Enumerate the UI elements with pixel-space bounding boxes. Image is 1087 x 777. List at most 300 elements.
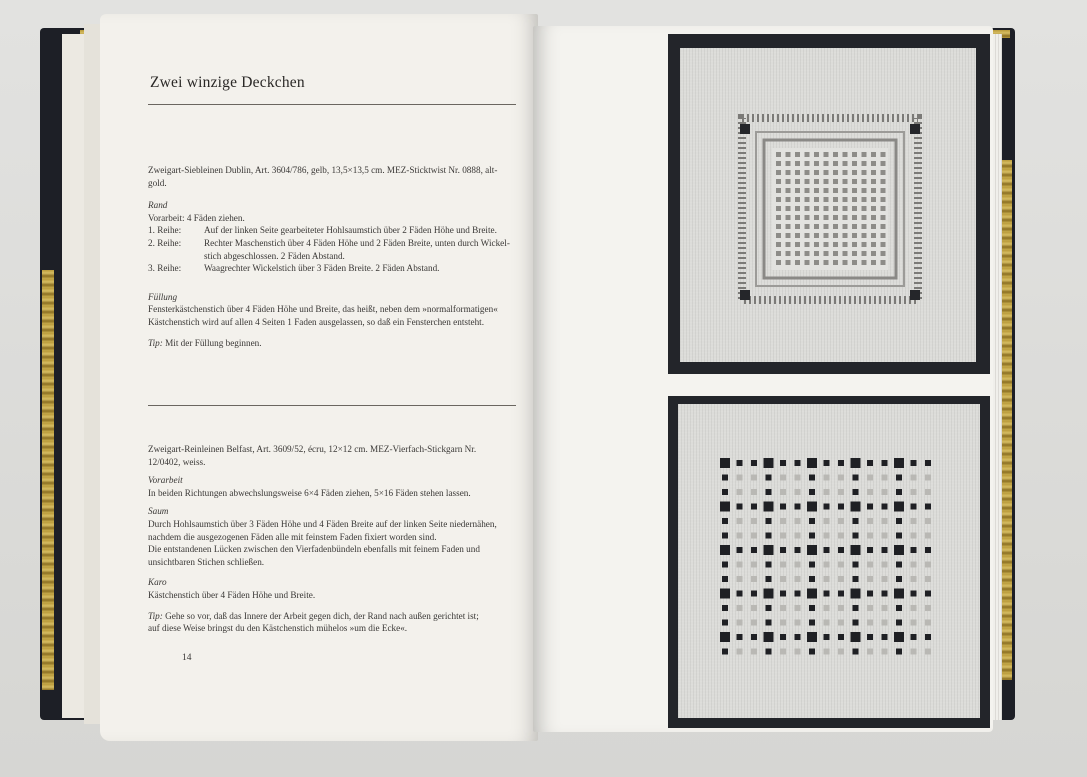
filling-stitch	[786, 215, 791, 220]
grid-stitch	[764, 632, 774, 642]
grid-stitch	[807, 589, 817, 599]
grid-stitch	[838, 576, 844, 582]
grid-stitch	[853, 475, 859, 481]
grid-stitch	[824, 547, 830, 553]
filling-stitch	[776, 224, 781, 229]
filling-stitch	[852, 179, 857, 184]
grid-stitch	[894, 589, 904, 599]
grid-stitch	[882, 504, 888, 510]
grid-stitch	[795, 591, 801, 597]
tip2-label: Tip:	[148, 610, 163, 621]
grid-stitch	[737, 489, 743, 495]
filling-stitch	[871, 179, 876, 184]
filling-stitch	[881, 179, 886, 184]
grid-stitch	[807, 458, 817, 468]
filling-stitch	[871, 197, 876, 202]
saum-line4: unsichtbaren Stichen schließen.	[148, 556, 265, 567]
filling-stitch	[805, 179, 810, 184]
grid-stitch	[780, 620, 786, 626]
grid-stitch	[867, 533, 873, 539]
grid-stitch	[925, 475, 931, 481]
grid-stitch	[882, 605, 888, 611]
grid-stitch	[894, 545, 904, 555]
heading-rule	[148, 104, 516, 105]
grid-stitch	[737, 634, 743, 640]
filling-stitch	[843, 260, 848, 265]
filling-stitch	[833, 161, 838, 166]
tip2-line2: auf diese Weise bringst du den Kästchenstich mühelos »um die Ecke«.	[148, 623, 408, 634]
grid-stitch	[882, 547, 888, 553]
grid-stitch	[795, 634, 801, 640]
filling-stitch	[881, 251, 886, 256]
filling-stitch	[805, 242, 810, 247]
filling-stitch	[843, 188, 848, 193]
grid-stitch	[737, 504, 743, 510]
filling-stitch	[881, 197, 886, 202]
grid-stitch	[824, 620, 830, 626]
filling-stitch	[871, 170, 876, 175]
filling-stitch	[786, 179, 791, 184]
grid-stitch	[795, 489, 801, 495]
vorarbeit-text: In beiden Richtungen abwechslungsweise 6×4 Fäden ziehen, 5×16 Fäden stehen lassen.	[148, 487, 471, 498]
grid-stitch	[824, 504, 830, 510]
filling-stitch	[776, 188, 781, 193]
filling-stitch	[881, 188, 886, 193]
filling-stitch	[833, 233, 838, 238]
grid-stitch	[780, 533, 786, 539]
grid-stitch	[737, 460, 743, 466]
saum-line3: Die entstandenen Lücken zwischen den Vierfadenbündeln ebenfalls mit feinem Faden und	[148, 544, 480, 555]
grid-stitch	[766, 518, 772, 524]
filling-stitch	[871, 242, 876, 247]
grid-stitch	[780, 475, 786, 481]
grid-stitch	[764, 458, 774, 468]
grid-stitch	[853, 533, 859, 539]
grid-stitch	[882, 576, 888, 582]
filling-stitch	[786, 170, 791, 175]
filling-stitch	[814, 197, 819, 202]
grid-stitch	[751, 605, 757, 611]
grid-stitch	[751, 460, 757, 466]
filling-stitch	[786, 206, 791, 211]
filling-stitch	[852, 197, 857, 202]
grid-stitch	[867, 562, 873, 568]
grid-stitch	[751, 649, 757, 655]
grid-stitch	[751, 533, 757, 539]
grid-stitch	[882, 489, 888, 495]
grid-stitch	[925, 591, 931, 597]
tip1-label: Tip:	[148, 337, 163, 348]
grid-stitch	[751, 620, 757, 626]
grid-stitch	[867, 591, 873, 597]
reihe1-label: 1. Reihe:	[148, 225, 182, 236]
filling-stitch	[862, 206, 867, 211]
grid-stitch	[720, 632, 730, 642]
filling-stitch	[805, 197, 810, 202]
grid-stitch	[807, 502, 817, 512]
grid-stitch	[722, 475, 728, 481]
filling-stitch	[776, 206, 781, 211]
filling-stitch	[795, 179, 800, 184]
filling-stitch	[795, 161, 800, 166]
filling-stitch	[852, 188, 857, 193]
grid-stitch	[824, 562, 830, 568]
filling-stitch	[824, 242, 829, 247]
filling-stitch	[824, 233, 829, 238]
grid-stitch	[780, 649, 786, 655]
filling-stitch	[805, 251, 810, 256]
grid-stitch	[737, 620, 743, 626]
grid-stitch	[722, 533, 728, 539]
filling-stitch	[852, 251, 857, 256]
filling-stitch	[843, 161, 848, 166]
grid-stitch	[925, 460, 931, 466]
grid-stitch	[720, 545, 730, 555]
section1-material-line2: gold.	[148, 177, 167, 188]
filling-stitch	[824, 197, 829, 202]
grid-stitch	[911, 504, 917, 510]
filling-stitch	[843, 242, 848, 247]
grid-stitch	[780, 460, 786, 466]
grid-stitch	[896, 576, 902, 582]
grid-stitch	[751, 518, 757, 524]
grid-stitch	[795, 605, 801, 611]
filling-stitch	[881, 152, 886, 157]
grid-stitch	[838, 620, 844, 626]
grid-stitch	[911, 576, 917, 582]
grid-stitch	[720, 502, 730, 512]
filling-stitch	[881, 161, 886, 166]
filling-stitch	[776, 179, 781, 184]
grid-stitch	[894, 502, 904, 512]
grid-stitch	[751, 591, 757, 597]
filling-stitch	[862, 152, 867, 157]
grid-stitch	[882, 591, 888, 597]
photo-yellow-doily	[668, 34, 990, 374]
filling-stitch	[881, 224, 886, 229]
grid-stitch	[795, 562, 801, 568]
grid-stitch	[809, 605, 815, 611]
filling-stitch	[795, 242, 800, 247]
grid-stitch	[867, 460, 873, 466]
filling-stitch	[824, 188, 829, 193]
tip1-text: Mit der Füllung beginnen.	[165, 337, 262, 348]
filling-stitch	[795, 251, 800, 256]
photo-ecru-doily	[668, 396, 990, 728]
filling-stitch	[805, 260, 810, 265]
karo-title: Karo	[148, 577, 167, 588]
grid-stitch	[795, 518, 801, 524]
grid-stitch	[882, 533, 888, 539]
filling-stitch	[776, 242, 781, 247]
reihe3-text: Waagrechter Wickelstich über 3 Fäden Breite. 2 Fäden Abstand.	[204, 263, 440, 274]
filling-stitch	[805, 188, 810, 193]
filling-stitch	[786, 260, 791, 265]
grid-stitch	[911, 591, 917, 597]
reihe2-text: Rechter Maschenstich über 4 Fäden Höhe und 2 Fäden Breite, unten durch Wickel-	[204, 237, 510, 248]
grid-stitch	[867, 620, 873, 626]
grid-stitch	[795, 533, 801, 539]
filling-stitch	[871, 233, 876, 238]
grid-stitch	[795, 547, 801, 553]
filling-stitch	[814, 251, 819, 256]
grid-stitch	[853, 605, 859, 611]
filling-stitch	[786, 251, 791, 256]
rand-vorarbeit: Vorarbeit: 4 Fäden ziehen.	[148, 212, 245, 223]
grid-stitch	[925, 634, 931, 640]
grid-stitch	[780, 504, 786, 510]
grid-stitch	[780, 547, 786, 553]
grid-stitch	[807, 632, 817, 642]
grid-stitch	[911, 533, 917, 539]
filling-stitch	[786, 233, 791, 238]
grid-stitch	[737, 562, 743, 568]
grid-stitch	[838, 605, 844, 611]
grid-stitch	[809, 489, 815, 495]
grid-stitch	[838, 634, 844, 640]
filling-stitch	[881, 170, 886, 175]
grid-stitch	[838, 504, 844, 510]
grid-stitch	[824, 649, 830, 655]
grid-stitch	[737, 475, 743, 481]
grid-stitch	[896, 562, 902, 568]
filling-stitch	[776, 161, 781, 166]
filling-stitch	[776, 197, 781, 202]
grid-stitch	[824, 591, 830, 597]
grid-stitch	[896, 605, 902, 611]
grid-stitch	[867, 576, 873, 582]
filling-stitch	[805, 215, 810, 220]
filling-stitch	[881, 215, 886, 220]
grid-stitch	[896, 533, 902, 539]
filling-stitch	[843, 233, 848, 238]
grid-stitch	[851, 632, 861, 642]
grid-stitch	[882, 562, 888, 568]
grid-stitch	[795, 504, 801, 510]
grid-stitch	[780, 591, 786, 597]
grid-stitch	[751, 504, 757, 510]
grid-stitch	[722, 605, 728, 611]
grid-stitch	[853, 620, 859, 626]
grid-stitch	[925, 533, 931, 539]
fuellung-line2: Kästchenstich wird auf allen 4 Seiten 1 Faden ausgelassen, so daß ein Fensterchen entsteht.	[148, 316, 485, 327]
fuellung-title: Füllung	[148, 291, 178, 302]
filling-stitch	[805, 170, 810, 175]
filling-stitch	[862, 233, 867, 238]
grid-stitch	[780, 489, 786, 495]
grid-stitch	[838, 475, 844, 481]
filling-stitch	[833, 170, 838, 175]
grid-stitch	[795, 460, 801, 466]
filling-stitch	[852, 242, 857, 247]
grid-stitch	[720, 589, 730, 599]
drawn-thread-pattern-1	[668, 34, 990, 374]
filling-stitch	[862, 224, 867, 229]
grid-stitch	[766, 489, 772, 495]
grid-stitch	[867, 489, 873, 495]
grid-stitch	[780, 576, 786, 582]
grid-stitch	[737, 518, 743, 524]
filling-stitch	[833, 251, 838, 256]
filling-stitch	[852, 206, 857, 211]
filling-stitch	[824, 152, 829, 157]
grid-stitch	[911, 649, 917, 655]
filling-stitch	[814, 260, 819, 265]
filling-stitch	[786, 161, 791, 166]
filling-stitch	[871, 215, 876, 220]
filling-stitch	[843, 197, 848, 202]
grid-stitch	[766, 605, 772, 611]
filling-stitch	[862, 197, 867, 202]
saum-line1: Durch Hohlsaumstich über 3 Fäden Höhe und 4 Fäden Breite auf der linken Seite niedernähen,	[148, 518, 497, 529]
filling-stitch	[862, 170, 867, 175]
filling-stitch	[786, 224, 791, 229]
grid-stitch	[824, 518, 830, 524]
filling-stitch	[795, 215, 800, 220]
grid-stitch	[722, 562, 728, 568]
grid-stitch	[751, 475, 757, 481]
grid-stitch	[809, 518, 815, 524]
grid-stitch	[807, 545, 817, 555]
filling-stitch	[805, 224, 810, 229]
grid-stitch	[838, 518, 844, 524]
filling-stitch	[824, 251, 829, 256]
grid-stitch	[737, 605, 743, 611]
grid-stitch	[824, 475, 830, 481]
filling-stitch	[871, 161, 876, 166]
grid-stitch	[925, 547, 931, 553]
grid-stitch	[911, 460, 917, 466]
grid-stitch	[809, 475, 815, 481]
grid-stitch	[896, 475, 902, 481]
grid-stitch	[925, 605, 931, 611]
grid-stitch	[911, 634, 917, 640]
grid-stitch	[766, 620, 772, 626]
reihe2-label: 2. Reihe:	[148, 237, 182, 248]
filling-stitch	[833, 242, 838, 247]
grid-stitch	[911, 620, 917, 626]
filling-stitch	[805, 206, 810, 211]
grid-stitch	[851, 545, 861, 555]
grid-stitch	[911, 489, 917, 495]
grid-stitch	[911, 547, 917, 553]
filling-stitch	[786, 197, 791, 202]
grid-stitch	[751, 547, 757, 553]
grid-stitch	[838, 489, 844, 495]
filling-stitch	[824, 161, 829, 166]
grid-stitch	[764, 589, 774, 599]
filling-stitch	[776, 215, 781, 220]
grid-stitch	[882, 460, 888, 466]
filling-stitch	[795, 224, 800, 229]
page-number: 14	[182, 653, 192, 663]
grid-stitch	[824, 605, 830, 611]
grid-stitch	[780, 562, 786, 568]
grid-stitch	[737, 649, 743, 655]
grid-stitch	[911, 518, 917, 524]
grid-stitch	[751, 576, 757, 582]
grid-stitch	[911, 562, 917, 568]
filling-stitch	[862, 260, 867, 265]
filling-stitch	[776, 251, 781, 256]
filling-stitch	[786, 152, 791, 157]
filling-stitch	[814, 215, 819, 220]
grid-stitch	[737, 576, 743, 582]
filling-stitch	[852, 152, 857, 157]
vorarbeit-title: Vorarbeit	[148, 475, 183, 486]
filling-stitch	[871, 206, 876, 211]
grid-stitch	[867, 605, 873, 611]
filling-stitch	[795, 206, 800, 211]
grid-stitch	[838, 547, 844, 553]
filling-stitch	[795, 170, 800, 175]
grid-stitch	[737, 591, 743, 597]
grid-stitch	[766, 475, 772, 481]
filling-stitch	[814, 161, 819, 166]
grid-stitch	[853, 518, 859, 524]
section2-text	[148, 443, 520, 635]
filling-stitch	[776, 170, 781, 175]
filling-stitch	[881, 206, 886, 211]
filling-stitch	[852, 260, 857, 265]
grid-stitch	[722, 649, 728, 655]
filling-stitch	[795, 233, 800, 238]
filling-stitch	[862, 251, 867, 256]
grid-stitch	[853, 649, 859, 655]
filling-stitch	[843, 224, 848, 229]
section2-material-line1: Zweigart-Reinleinen Belfast, Art. 3609/52, écru, 12×12 cm. MEZ-Vierfach-Stickgarn Nr.	[148, 444, 477, 454]
grid-stitch	[894, 632, 904, 642]
grid-stitch	[882, 634, 888, 640]
grid-stitch	[809, 562, 815, 568]
filling-stitch	[862, 161, 867, 166]
filling-stitch	[824, 224, 829, 229]
filling-stitch	[786, 188, 791, 193]
grid-stitch	[851, 589, 861, 599]
reihe1-text: Auf der linken Seite gearbeiteter Hohlsaumstich über 2 Fäden Höhe und Breite.	[204, 225, 497, 236]
grid-stitch	[867, 634, 873, 640]
grid-stitch	[809, 576, 815, 582]
filling-stitch	[824, 206, 829, 211]
filling-stitch	[862, 215, 867, 220]
filling-stitch	[871, 224, 876, 229]
filling-stitch	[814, 152, 819, 157]
grid-stitch	[780, 605, 786, 611]
filling-stitch	[881, 233, 886, 238]
grid-stitch	[925, 576, 931, 582]
grid-stitch	[896, 620, 902, 626]
filling-stitch	[881, 260, 886, 265]
cover-gold-edge-left	[42, 270, 54, 690]
filling-stitch	[814, 224, 819, 229]
grid-stitch	[809, 649, 815, 655]
filling-stitch	[776, 233, 781, 238]
filling-stitch	[786, 242, 791, 247]
grid-stitch	[722, 489, 728, 495]
grid-stitch	[795, 576, 801, 582]
filling-stitch	[814, 233, 819, 238]
filling-stitch	[843, 152, 848, 157]
filling-stitch	[814, 188, 819, 193]
grid-stitch	[824, 460, 830, 466]
grid-stitch	[795, 475, 801, 481]
saum-title: Saum	[148, 506, 169, 517]
section1-material-line1: Zweigart-Siebleinen Dublin, Art. 3604/786, gelb, 13,5×13,5 cm. MEZ-Sticktwist Nr. 0888, alt-	[148, 165, 498, 175]
filling-stitch	[833, 152, 838, 157]
section1-text	[148, 164, 518, 349]
grid-stitch	[737, 547, 743, 553]
reihe2-text-cont: stich abgeschlossen. 2 Fäden Abstand.	[204, 250, 345, 261]
